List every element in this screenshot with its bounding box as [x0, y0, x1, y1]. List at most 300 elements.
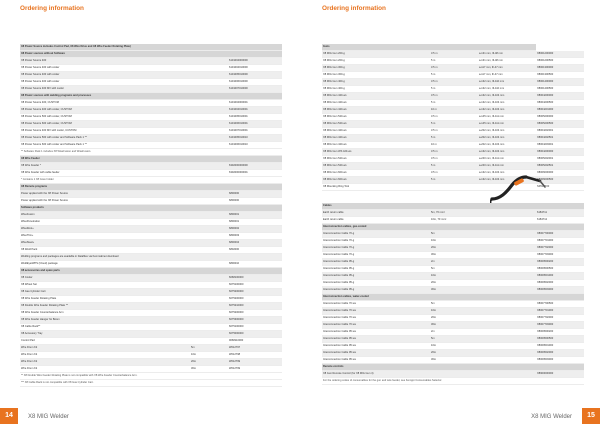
- table-cell: [190, 275, 228, 282]
- table-cell: 6075300000: [228, 317, 282, 324]
- table-cell: a-240 mm, Ф-111 mm: [478, 156, 536, 163]
- table-cell: [478, 307, 536, 314]
- table-cell: X8007701000: [536, 307, 584, 314]
- table-cell: [478, 328, 536, 335]
- table-row: [20, 135, 282, 142]
- table-cell: X8 Power Source 400, CUSTOM: [20, 100, 190, 107]
- note-row: [322, 377, 584, 384]
- table-cell: [190, 135, 228, 142]
- table-row: [322, 72, 584, 79]
- table-row: [20, 79, 282, 86]
- section-header: X8 Power Source includes Control Pad, X8 Wire Drive and X8 Wire Feeder Rotating Plate): [20, 44, 282, 51]
- table-cell: X8 Weld Pack: [20, 247, 190, 254]
- table-cell: X8005200500: [536, 121, 584, 128]
- table-cell: 30m: [430, 321, 478, 328]
- table-cell: X8001300000: [536, 65, 584, 72]
- table-cell: 10m: [430, 272, 478, 279]
- table-cell: [478, 237, 536, 244]
- table-row: [20, 212, 282, 219]
- table-cell: Earth return cable: [322, 209, 430, 216]
- table-row: [322, 79, 584, 86]
- note-row: [20, 177, 282, 184]
- table-cell: X8004202501: [536, 135, 584, 142]
- table-cell: Interconnection Cable 95-g: [322, 279, 430, 286]
- table-cell: 6184711: [536, 209, 584, 216]
- table-cell: a-132 mm, Ф-104 mm: [478, 149, 536, 156]
- table-cell: X8 Power Source 400 MV with cooler, CUSTOM: [20, 128, 190, 135]
- section-header-row: [20, 268, 282, 275]
- table-row: [20, 345, 282, 352]
- table-cell: [190, 310, 228, 317]
- footnote: *** X8 Cable Rack is not compatible with X8 Gas Cylinder Cart.: [20, 380, 282, 387]
- table-cell: 3.5 m: [430, 79, 478, 86]
- table-row: [20, 86, 282, 93]
- table-row: [322, 251, 584, 258]
- table-cell: a-145 mm, Ф-111 mm: [478, 121, 536, 128]
- table-row: [322, 142, 584, 149]
- table-row: [20, 198, 282, 205]
- table-row: [322, 230, 584, 237]
- table-row: [322, 86, 584, 93]
- table-cell: 6101004010000: [228, 65, 282, 72]
- table-cell: X8 MIG Gun 420-ws: [322, 128, 430, 135]
- table-row: [20, 310, 282, 317]
- section-header-row: [322, 223, 584, 230]
- page-number: 14: [0, 408, 18, 424]
- table-cell: 6101004000001: [228, 100, 282, 107]
- table-cell: X8 MIG Gun 600-ws: [322, 170, 430, 177]
- table-row: [20, 226, 282, 233]
- table-row: [322, 272, 584, 279]
- table-cell: X8 Cooler: [20, 275, 190, 282]
- table-cell: 6800000: [228, 191, 282, 198]
- table-cell: a-132 mm, Ф-104 mm: [478, 100, 536, 107]
- table-cell: Wire Drum Kit: [20, 366, 190, 373]
- section-header: X8 accessories and spare parts: [20, 268, 282, 275]
- table-cell: X8004201000: [536, 107, 584, 114]
- table-cell: [190, 247, 228, 254]
- table-cell: 10 m: [430, 142, 478, 149]
- table-cell: 6800000: [228, 198, 282, 205]
- table-cell: [190, 170, 228, 177]
- table-cell: [190, 114, 228, 121]
- table-cell: Interconnection Cable 70-ws: [322, 314, 430, 321]
- table-cell: 6101006010000: [228, 79, 282, 86]
- table-cell: 3.5 m: [430, 65, 478, 72]
- table-cell: X8 Power Source 400: [20, 58, 190, 65]
- table-cell: X8 Power Source 400 with cooler: [20, 72, 190, 79]
- table-cell: Wire Drum Kit: [20, 359, 190, 366]
- table-cell: 6075100000: [228, 324, 282, 331]
- table-cell: X8 Power Source 500 with cooler and Software Pack 1 **: [20, 135, 190, 142]
- table-cell: 30m: [190, 366, 228, 373]
- table-cell: Interconnection Cable 95-g: [322, 272, 430, 279]
- table-cell: 10m: [430, 342, 478, 349]
- table-cell: X8009503000: [536, 356, 584, 363]
- table-row: [322, 58, 584, 65]
- table-row: [322, 349, 584, 356]
- table-cell: [190, 289, 228, 296]
- table-cell: Power applied with the X8 Power Source: [20, 191, 190, 198]
- table-cell: WeldEye/WPS (Cloud) package: [20, 261, 190, 268]
- table-cell: X8 Wire Feeder with cable feeder: [20, 170, 190, 177]
- table-row: [20, 317, 282, 324]
- table-cell: X8004203001: [536, 142, 584, 149]
- table-cell: X8 Wire Feeder *: [20, 163, 190, 170]
- table-cell: X8 MIG Gun 420-ws: [322, 142, 430, 149]
- table-cell: [478, 209, 536, 216]
- table-cell: X8007700000: [536, 230, 584, 237]
- section-header: Cables: [322, 203, 584, 210]
- table-cell: [190, 198, 228, 205]
- table-cell: X8900000000: [536, 370, 584, 377]
- table-cell: X8 Power Source 500 with cooler, CUSTOM: [20, 114, 190, 121]
- table-cell: Interconnection Cable 95-g: [322, 258, 430, 265]
- table-cell: X8009501000: [536, 272, 584, 279]
- table-cell: Interconnection Cable 95-ws: [322, 356, 430, 363]
- table-cell: Interconnection Cable 95-ws: [322, 349, 430, 356]
- table-cell: X8009503000: [536, 286, 584, 293]
- table-row: [20, 128, 282, 135]
- table-row: [20, 261, 282, 268]
- table-cell: 5 m: [430, 86, 478, 93]
- table-cell: 20m: [430, 279, 478, 286]
- table-row: [322, 328, 584, 335]
- table-cell: 6068100000: [228, 275, 282, 282]
- table-cell: [190, 296, 228, 303]
- table-cell: 5m: [430, 230, 478, 237]
- table-cell: WiseRoot+: [20, 226, 190, 233]
- table-cell: [478, 300, 536, 307]
- table-cell: a-132 mm, Ф-104 mm: [478, 170, 536, 177]
- table-cell: [190, 282, 228, 289]
- table-cell: X8 MIG Gun 420-ws: [322, 135, 430, 142]
- table-cell: a-132 mm, Ф-104 mm: [478, 177, 536, 184]
- footer: [0, 408, 300, 424]
- table-cell: Interconnection Cable 70-g: [322, 230, 430, 237]
- section-header-row: [20, 205, 282, 212]
- table-cell: 6800001: [228, 212, 282, 219]
- table-cell: [478, 370, 536, 377]
- table-cell: a-240 mm, Ф-111 mm: [478, 163, 536, 170]
- table-cell: X8 MIG Gun 200-g: [322, 58, 430, 65]
- table-cell: [190, 86, 228, 93]
- table-cell: X8009502000: [536, 279, 584, 286]
- table-row: [322, 100, 584, 107]
- table-cell: 2m: [430, 258, 478, 265]
- table-cell: a-145 mm, Ф-111 mm: [478, 114, 536, 121]
- table-cell: X8006000000: [536, 170, 584, 177]
- table-row: [322, 114, 584, 121]
- table-row: [20, 170, 282, 177]
- table-cell: Wire Drum Kit: [20, 352, 190, 359]
- table-cell: 5m: [430, 335, 478, 342]
- table-cell: [190, 100, 228, 107]
- table-cell: 6101006010010: [228, 142, 282, 149]
- table-row: [322, 237, 584, 244]
- table-cell: 6075000000: [228, 331, 282, 338]
- table-cell: Earth return cable: [322, 216, 430, 223]
- table-row: [20, 338, 282, 345]
- footnote: * Contains 1 X8 Coax holder: [20, 177, 282, 184]
- table-cell: 3.5 m: [430, 114, 478, 121]
- table-cell: 20m: [190, 359, 228, 366]
- table-cell: X8 Wire Feeder Counterbalance Arm: [20, 310, 190, 317]
- table-cell: 5 m: [430, 135, 478, 142]
- table-cell: X8009501000: [536, 342, 584, 349]
- table-cell: [478, 265, 536, 272]
- section-header: X8 Wire Feeder: [20, 156, 282, 163]
- section-header: X8 Power sources with welding programs and processes: [20, 93, 282, 100]
- table-row: [322, 314, 584, 321]
- table-cell: 6101007010001: [228, 128, 282, 135]
- table-row: [20, 240, 282, 247]
- section-header: Interconnection cables, gas-cooled: [322, 223, 584, 230]
- table-cell: [190, 324, 228, 331]
- section-header: X8 Power sources without Software: [20, 51, 282, 58]
- table-cell: 3.5 m: [430, 156, 478, 163]
- table-cell: [478, 356, 536, 363]
- table-cell: 9068110000: [228, 338, 282, 345]
- table-row: [322, 209, 584, 216]
- table-row: [322, 156, 584, 163]
- table-cell: W012799: [228, 366, 282, 373]
- table-cell: [190, 191, 228, 198]
- table-cell: X8 MIG Gun 520-ws: [322, 114, 430, 121]
- table-row: [322, 149, 584, 156]
- table-cell: SP012700: [536, 184, 584, 191]
- section-header: Interconnection cables, water-cooled: [322, 293, 584, 300]
- table-cell: Interconnection Cable 95-ws: [322, 328, 430, 335]
- table-cell: 6184712: [536, 216, 584, 223]
- table-cell: X8 Wheel Set: [20, 282, 190, 289]
- table-cell: 5 m: [430, 121, 478, 128]
- table-cell: [190, 331, 228, 338]
- table-cell: X8 MIG Gun 420-ws: [322, 107, 430, 114]
- table-cell: X8007701000: [536, 237, 584, 244]
- table-cell: 5 m: [430, 163, 478, 170]
- table-cell: 6075100000: [228, 282, 282, 289]
- table-cell: Welding programs and packages are available in Datafiles via Kemmabnet download: [20, 254, 190, 261]
- table-cell: 6101004010001: [228, 107, 282, 114]
- note-row: [20, 373, 282, 380]
- table-row: [322, 286, 584, 293]
- table-cell: a-117 mm, Ф-47 mm: [478, 72, 536, 79]
- table-cell: X8001300500: [536, 72, 584, 79]
- table-row: [20, 219, 282, 226]
- table-cell: X8 MIG Gun 400-g: [322, 86, 430, 93]
- footnote: For the ordering codes of consumables for the gun and wire feeder, see Kemppi Consumables Selector.: [322, 377, 584, 384]
- right-page: [300, 0, 600, 424]
- table-cell: 5 m: [430, 100, 478, 107]
- table-cell: X8 MIG Gun 420-ws: [322, 100, 430, 107]
- table-cell: 3.5 m: [430, 51, 478, 58]
- table-cell: a-132 mm, Ф-104 mm: [478, 93, 536, 100]
- table-cell: Interconnection Cable 70-ws: [322, 300, 430, 307]
- table-row: [322, 356, 584, 363]
- table-cell: Interconnection Cable 70-ws: [322, 321, 430, 328]
- table-row: [20, 72, 282, 79]
- table-cell: 10m, 70 mm²: [430, 216, 478, 223]
- table-cell: 6302000000000: [228, 163, 282, 170]
- table-row: [322, 370, 584, 377]
- table-row: [322, 163, 584, 170]
- table-cell: X8 MIG Gun 600-ws: [322, 177, 430, 184]
- table-cell: 5m, 70 mm²: [430, 209, 478, 216]
- table-cell: X8007703000: [536, 321, 584, 328]
- table-cell: X8 MIG Gun 420-ws: [322, 93, 430, 100]
- table-row: [20, 296, 282, 303]
- table-cell: X8007700500: [536, 300, 584, 307]
- table-row: [322, 135, 584, 142]
- table-cell: X8009500500: [536, 265, 584, 272]
- table-cell: X8 Power Source 400 with cooler: [20, 65, 190, 72]
- table-cell: [190, 65, 228, 72]
- table-cell: [190, 107, 228, 114]
- table-row: [322, 65, 584, 72]
- table-cell: [190, 226, 228, 233]
- section-header-row: [322, 363, 584, 370]
- table-cell: 6101006010001: [228, 121, 282, 128]
- table-row: [322, 244, 584, 251]
- table-cell: X8 Power Source 400 with cooler: [20, 79, 190, 86]
- footer-text: X8 MIG Welder: [28, 414, 69, 420]
- section-header-row: [20, 184, 282, 191]
- table-cell: 5 m: [430, 58, 478, 65]
- table-cell: X8 Power Source 400 with cooler, CUSTOM: [20, 107, 190, 114]
- table-cell: a-131 mm, Ф-48 mm: [478, 58, 536, 65]
- table-cell: [478, 321, 536, 328]
- table-row: [20, 331, 282, 338]
- table-cell: X8009502000: [536, 349, 584, 356]
- table-cell: [190, 79, 228, 86]
- table-cell: X8006000500: [536, 177, 584, 184]
- table-cell: [190, 212, 228, 219]
- table-cell: X8 Power Source 600 with cooler and Software Pack 1 **: [20, 142, 190, 149]
- table-cell: 10m: [430, 237, 478, 244]
- table-cell: [190, 338, 228, 345]
- table-cell: [190, 72, 228, 79]
- footer: [300, 408, 600, 424]
- section-header: Software products: [20, 205, 282, 212]
- table-cell: 20m: [430, 349, 478, 356]
- table-cell: 6101005010000: [228, 72, 282, 79]
- table-row: [20, 65, 282, 72]
- table-cell: a-131 mm, Ф-48 mm: [478, 51, 536, 58]
- table-row: [20, 233, 282, 240]
- table-cell: 30m: [430, 251, 478, 258]
- table-cell: a-202 mm, Ф-104 mm: [478, 142, 536, 149]
- table-cell: [190, 254, 228, 261]
- table-cell: [478, 216, 536, 223]
- table-row: [322, 279, 584, 286]
- table-cell: Power applied with the X8 Power Source: [20, 198, 190, 205]
- table-cell: 6075200000: [228, 289, 282, 296]
- table-cell: a-202 mm, Ф-104 mm: [478, 135, 536, 142]
- table-cell: [478, 251, 536, 258]
- table-cell: 5 m: [430, 72, 478, 79]
- table-cell: X8004200500: [536, 100, 584, 107]
- page-number: 15: [582, 408, 600, 424]
- table-cell: 30m: [430, 356, 478, 363]
- table-cell: X8004200000: [536, 149, 584, 156]
- table-row: [322, 265, 584, 272]
- table-row: [20, 107, 282, 114]
- section-header: Remote controls: [322, 363, 584, 370]
- table-cell: X8009500200: [536, 258, 584, 265]
- table-cell: 5m: [430, 300, 478, 307]
- table-cell: 6302000000001: [228, 170, 282, 177]
- table-cell: 6802000: [228, 247, 282, 254]
- table-cell: W012797: [228, 345, 282, 352]
- table-cell: W012798: [228, 352, 282, 359]
- section-header-row: [322, 293, 584, 300]
- table-cell: 5 m: [430, 177, 478, 184]
- table-cell: 6101007010000: [228, 86, 282, 93]
- table-cell: X8005202001: [536, 156, 584, 163]
- table-cell: [190, 128, 228, 135]
- table-cell: a-132 mm, Ф-110 mm: [478, 79, 536, 86]
- table-cell: 6800010: [228, 261, 282, 268]
- table-cell: [478, 314, 536, 321]
- ordering-table-left: [20, 44, 282, 387]
- table-cell: X8 MIG Gun 300-g: [322, 72, 430, 79]
- table-cell: Interconnection Cable 70-g: [322, 244, 430, 251]
- table-cell: X8 MIG Gun 520-ws: [322, 121, 430, 128]
- table-cell: Interconnection Cable 95-ws: [322, 342, 430, 349]
- table-cell: X8 MIG Gun 300-g: [322, 65, 430, 72]
- welding-gun-icon: [490, 173, 546, 203]
- table-cell: Wire Drum Kit: [20, 345, 190, 352]
- table-cell: 6101005010010: [228, 135, 282, 142]
- table-row: [322, 93, 584, 100]
- table-row: [20, 282, 282, 289]
- table-cell: 6101004000000: [228, 58, 282, 65]
- note-row: [20, 149, 282, 156]
- table-row: [20, 58, 282, 65]
- table-cell: [478, 286, 536, 293]
- table-cell: WiseFusion: [20, 212, 190, 219]
- table-cell: 6101005010001: [228, 114, 282, 121]
- table-row: [322, 107, 584, 114]
- table-cell: Interconnection Cable 95-g: [322, 286, 430, 293]
- table-cell: 6800003: [228, 233, 282, 240]
- table-row: [322, 342, 584, 349]
- footer-text: X8 MIG Welder: [531, 414, 572, 420]
- table-cell: Interconnection Cable 70-g: [322, 237, 430, 244]
- table-cell: 6800002: [228, 226, 282, 233]
- footnote: ** X8 Double Wire Feeder Rotating Plate is not compatible with X8 Wire Feeder Counterbalance Arm.: [20, 373, 282, 380]
- table-cell: [478, 244, 536, 251]
- table-cell: X8001400000: [536, 79, 584, 86]
- table-cell: 2m: [430, 328, 478, 335]
- table-row: [322, 321, 584, 328]
- page-title: Ordering information: [322, 5, 386, 12]
- table-cell: [430, 184, 478, 191]
- section-header: Guns: [322, 44, 536, 51]
- table-cell: a-132 mm, Ф-110 mm: [478, 86, 536, 93]
- table-cell: Interconnection Cable 70-g: [322, 251, 430, 258]
- table-row: [322, 128, 584, 135]
- section-header-row: [20, 93, 282, 100]
- table-row: [322, 258, 584, 265]
- table-cell: X8 MIG Gun 400-g: [322, 79, 430, 86]
- table-cell: X8 Mounting Ring Tool: [322, 184, 430, 191]
- table-cell: X8007702000: [536, 244, 584, 251]
- table-row: [322, 335, 584, 342]
- table-cell: X8 Power Source 400 MV with cooler: [20, 86, 190, 93]
- table-cell: X8009500500: [536, 335, 584, 342]
